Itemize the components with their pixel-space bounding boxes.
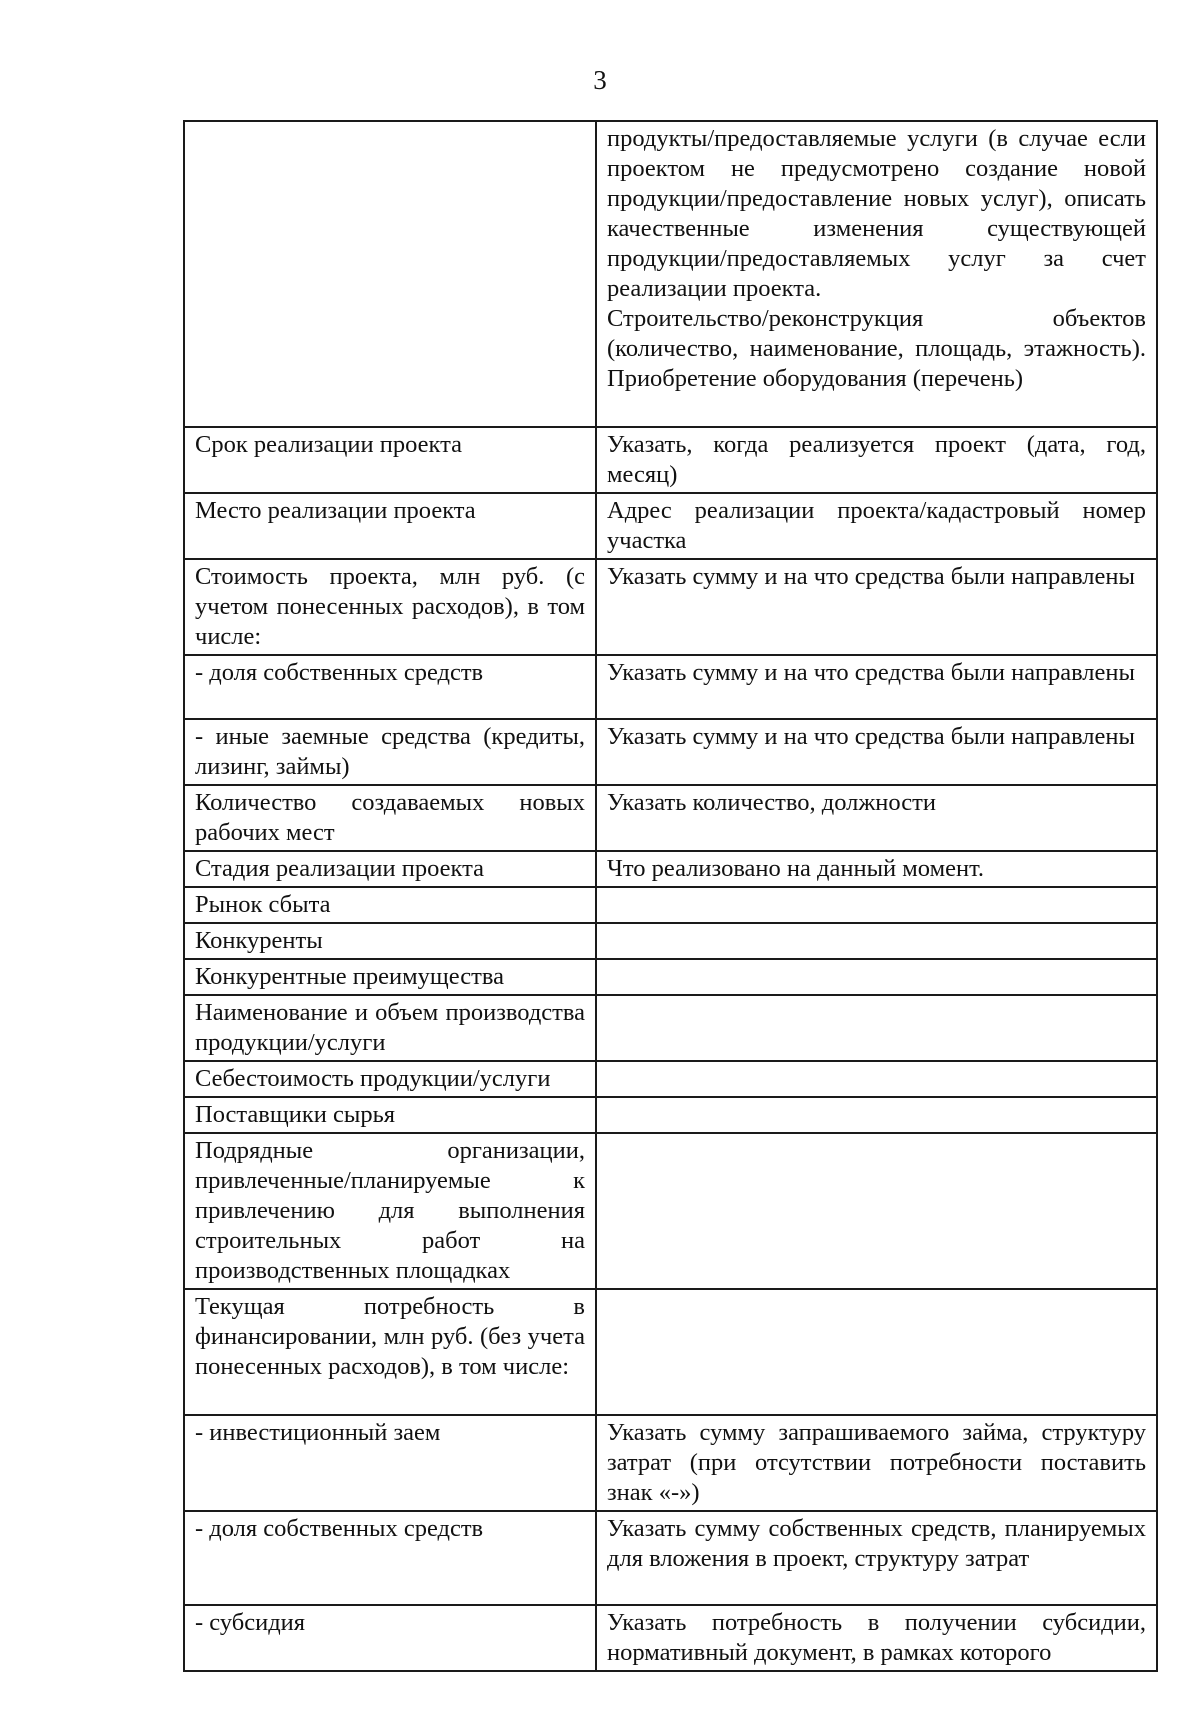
row-label: Текущая потребность в финансировании, млн руб. (без учета понесенных расходов), в том числе: [184,1289,596,1415]
row-description: Адрес реализации проекта/кадастровый номер участка [596,493,1157,559]
row-description [596,1097,1157,1133]
row-description [596,1061,1157,1097]
row-label: - доля собственных средств [184,655,596,719]
row-description [596,887,1157,923]
row-description [596,995,1157,1061]
row-label: - инвестиционный заем [184,1415,596,1511]
row-description [596,1289,1157,1415]
row-description [596,1133,1157,1289]
table-row [184,923,1157,959]
table-row [184,851,1157,887]
row-description [596,923,1157,959]
row-label: Срок реализации проекта [184,427,596,493]
table-row [184,1061,1157,1097]
table-row [184,959,1157,995]
row-label: Стадия реализации проекта [184,851,596,887]
table-row [184,995,1157,1061]
row-description: Указать, когда реализуется проект (дата, год, месяц) [596,427,1157,493]
row-description [596,959,1157,995]
row-label: Конкурентные преимущества [184,959,596,995]
table-row [184,493,1157,559]
table-row [184,121,1157,427]
row-label [184,121,596,427]
row-description: Указать сумму и на что средства были направлены [596,655,1157,719]
row-label: Подрядные организации, привлеченные/планируемые к привлечению для выполнения строительных работ на производственных площадках [184,1133,596,1289]
row-description: Указать сумму запрашиваемого займа, структуру затрат (при отсутствии потребности поставить знак «-») [596,1415,1157,1511]
row-label: Конкуренты [184,923,596,959]
row-label: Стоимость проекта, млн руб. (с учетом понесенных расходов), в том числе: [184,559,596,655]
row-label: Рынок сбыта [184,887,596,923]
row-label: - иные заемные средства (кредиты, лизинг, займы) [184,719,596,785]
row-description: Указать количество, должности [596,785,1157,851]
row-description: Указать сумму собственных средств, планируемых для вложения в проект, структуру затрат [596,1511,1157,1605]
table-row [184,1133,1157,1289]
row-label: Наименование и объем производства продукции/услуги [184,995,596,1061]
table-row [184,655,1157,719]
table-row [184,427,1157,493]
row-description: Указать сумму и на что средства были направлены [596,559,1157,655]
row-description: Что реализовано на данный момент. [596,851,1157,887]
row-label: Себестоимость продукции/услуги [184,1061,596,1097]
table-row [184,1415,1157,1511]
table-row [184,887,1157,923]
row-label: - субсидия [184,1605,596,1671]
row-label: Количество создаваемых новых рабочих мест [184,785,596,851]
table-row [184,1097,1157,1133]
row-label: - доля собственных средств [184,1511,596,1605]
row-description: Указать сумму и на что средства были направлены [596,719,1157,785]
row-description: Указать потребность в получении субсидии, нормативный документ, в рамках которого [596,1605,1157,1671]
table-row [184,559,1157,655]
row-label: Место реализации проекта [184,493,596,559]
page-number: 3 [593,65,607,95]
table-row [184,1605,1157,1671]
row-label: Поставщики сырья [184,1097,596,1133]
row-description: продукты/предоставляемые услуги (в случае если проектом не предусмотрено создание новой продукции/предоставление новых услуг), описать качественные изменения существующей продукции/предоставляемых услуг за счет реализации проекта. Строительство/реконструкция объектов (количество, наименование, площадь, этажность). Приобретение оборудования (перечень) [596,121,1157,427]
table-row [184,785,1157,851]
table-row [184,1511,1157,1605]
table-row [184,719,1157,785]
table-row [184,1289,1157,1415]
project-info-table [183,120,1158,1672]
